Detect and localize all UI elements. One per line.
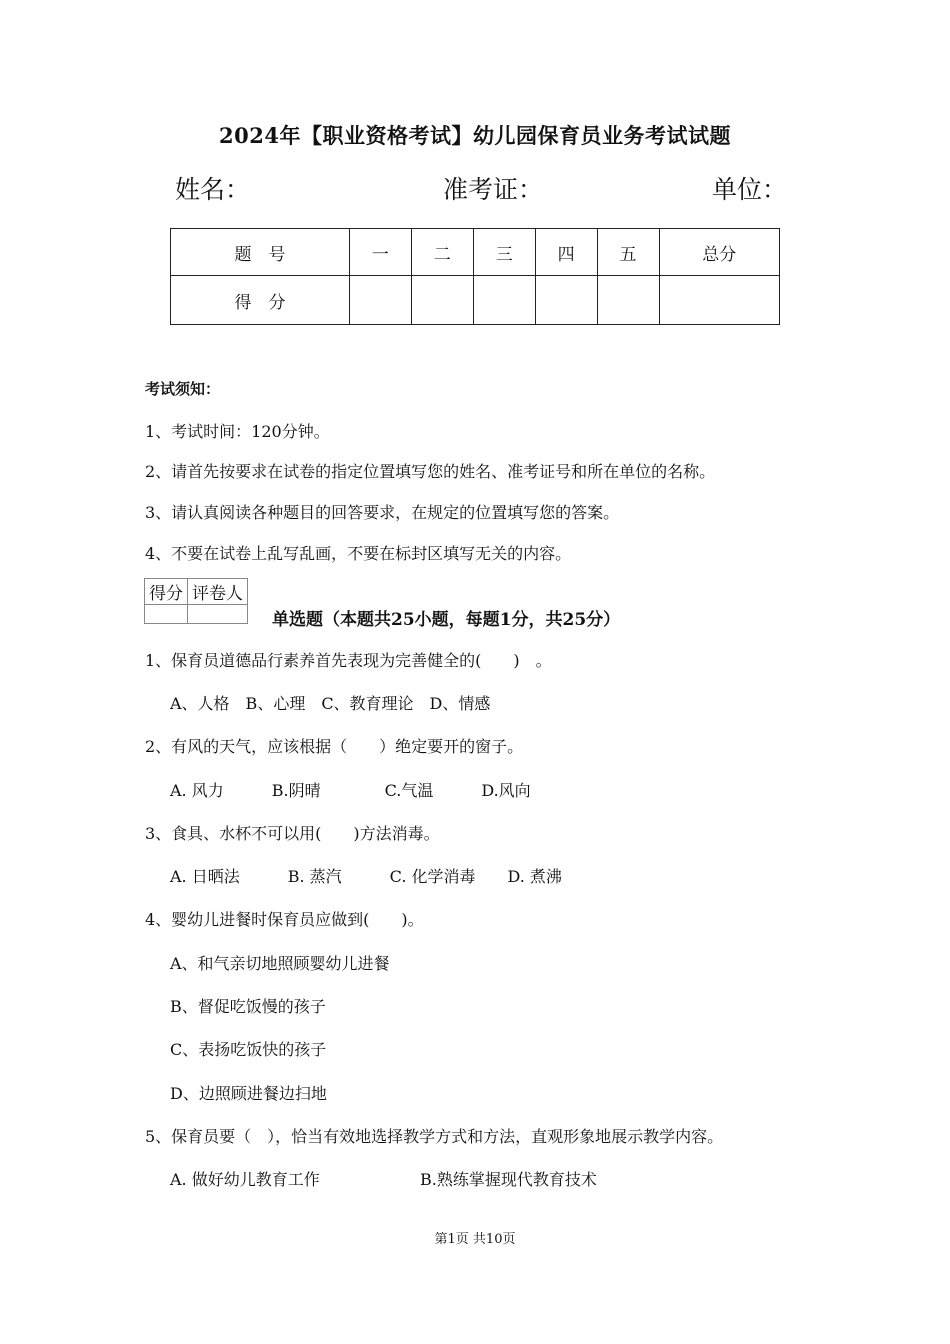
score-cell[interactable] <box>659 276 779 325</box>
question-3: 3、食具、水杯不可以用( )方法消毒。 <box>145 824 440 843</box>
score-header-cell: 总分 <box>659 229 779 276</box>
grader-reviewer-label: 评卷人 <box>188 579 248 605</box>
unit-field-label: 单位： <box>712 175 788 204</box>
score-cell[interactable] <box>411 276 473 325</box>
notice-item: 2、请首先按要求在试卷的指定位置填写您的姓名、准考证号和所在单位的名称。 <box>145 462 716 481</box>
score-header-cell: 二 <box>411 229 473 276</box>
question-2: 2、有风的天气，应该根据（ ）绝定要开的窗子。 <box>145 737 524 756</box>
name-field-label: 姓名： <box>175 175 251 204</box>
question-4-option-c: C、表扬吃饭快的孩子 <box>170 1040 327 1059</box>
grader-box <box>144 578 248 624</box>
score-table-header-row <box>171 229 780 276</box>
section-title: 单选题（本题共25小题，每题1分，共25分） <box>272 610 621 630</box>
score-header-cell: 一 <box>349 229 411 276</box>
question-5-option-a: A. 做好幼儿教育工作 <box>170 1170 320 1189</box>
question-4-option-a: A、和气亲切地照顾婴幼儿进餐 <box>170 954 390 973</box>
score-header-cell: 五 <box>597 229 659 276</box>
notice-item: 3、请认真阅读各种题目的回答要求，在规定的位置填写您的答案。 <box>145 503 620 522</box>
score-cell[interactable] <box>349 276 411 325</box>
score-table-score-row <box>171 276 780 325</box>
score-cell[interactable] <box>597 276 659 325</box>
question-4-option-b: B、督促吃饭慢的孩子 <box>170 997 326 1016</box>
question-1: 1、保育员道德品行素养首先表现为完善健全的( ) 。 <box>145 651 552 670</box>
notice-item: 1、考试时间：120分钟。 <box>145 422 330 441</box>
page-title: 2024年【职业资格考试】幼儿园保育员业务考试试题 <box>219 123 731 148</box>
score-row-label: 得 分 <box>171 276 350 325</box>
score-cell[interactable] <box>535 276 597 325</box>
score-header-cell: 四 <box>535 229 597 276</box>
notice-heading: 考试须知： <box>145 380 221 398</box>
page-footer: 第1页 共10页 <box>434 1232 516 1247</box>
notice-item: 4、不要在试卷上乱写乱画，不要在标封区填写无关的内容。 <box>145 544 572 563</box>
grader-score-cell[interactable] <box>145 605 188 624</box>
score-header-cell: 三 <box>473 229 535 276</box>
question-4-option-d: D、边照顾进餐边扫地 <box>170 1084 327 1103</box>
question-2-options: A. 风力 B.阴晴 C.气温 D.风向 <box>170 781 531 800</box>
score-header-cell: 题 号 <box>171 229 350 276</box>
score-cell[interactable] <box>473 276 535 325</box>
question-3-options: A. 日晒法 B. 蒸汽 C. 化学消毒 D. 煮沸 <box>170 867 562 886</box>
score-table <box>170 228 780 325</box>
question-1-options: A、人格 B、心理 C、教育理论 D、情感 <box>170 694 491 713</box>
question-5-option-b: B.熟练掌握现代教育技术 <box>420 1170 597 1189</box>
exam-id-field-label: 准考证： <box>443 175 544 204</box>
grader-score-label: 得分 <box>145 579 188 605</box>
grader-reviewer-cell[interactable] <box>188 605 248 624</box>
question-5: 5、保育员要（ ），恰当有效地选择教学方式和方法，直观形象地展示教学内容。 <box>145 1127 724 1146</box>
question-4: 4、婴幼儿进餐时保育员应做到( )。 <box>145 910 424 929</box>
